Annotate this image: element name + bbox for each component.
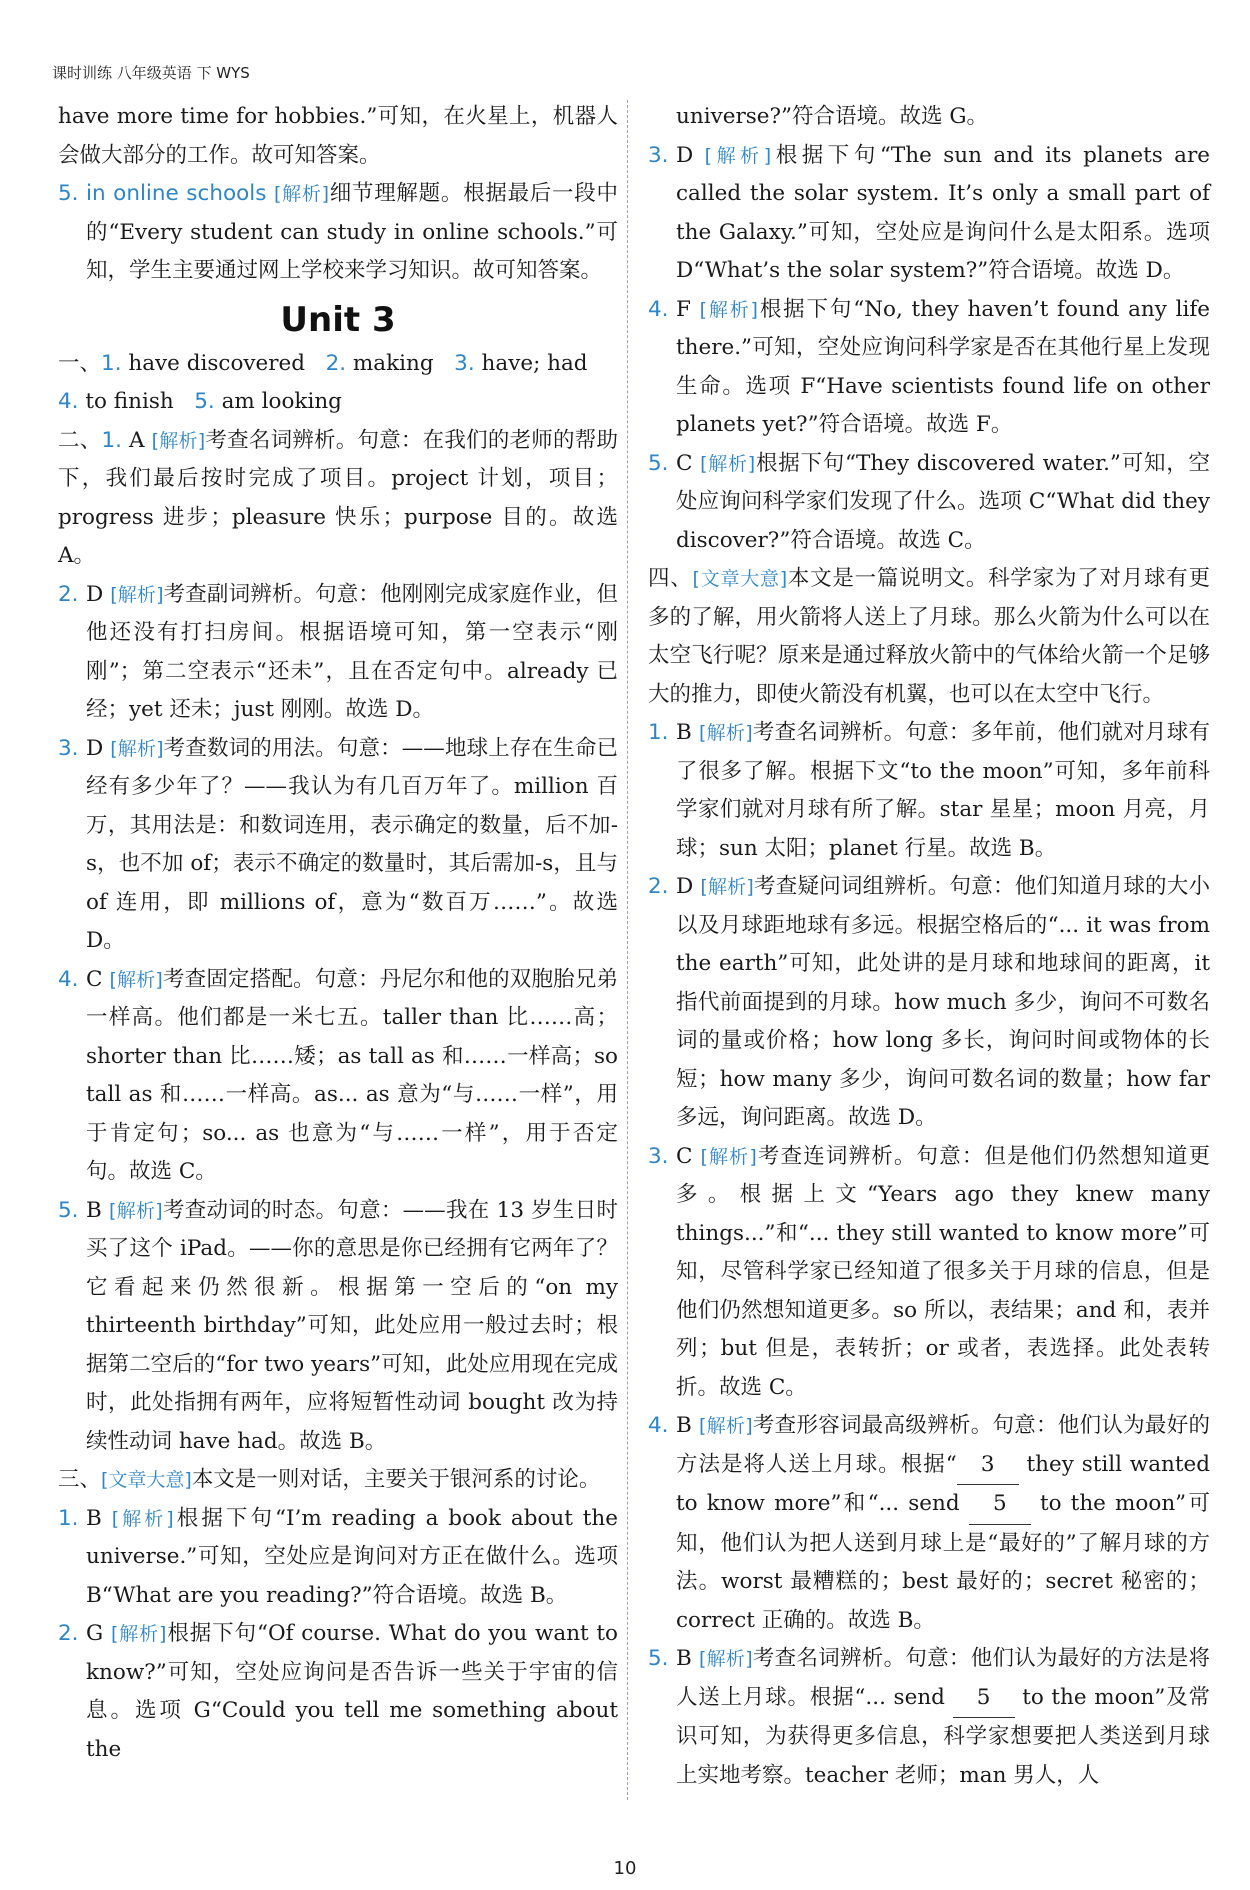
item-explanation: 根据下句“Of course. What do you want to know?”可知，空处应询问是否告诉一些关于宇宙的信息。选项 G“Could you tell me something about the (86, 1621, 619, 1762)
summary-text: 本文是一篇说明文。科学家为了对月球有更多的了解，用火箭将人送上了月球。那么火箭为什么可以在太空飞行呢？原来是通过释放火箭中的气体给火箭一个足够大的推力，即使火箭没有机翼，也可以在太空中飞行。 (648, 566, 1210, 707)
analysis-tag: [解析] (110, 583, 164, 606)
analysis-tag: [解析] (700, 1145, 757, 1168)
answer-item (648, 445, 1210, 561)
item-explanation: 考查副词辨析。句意：他刚刚完成家庭作业，但他还没有打扫房间。根据语境可知，第一空表示“刚刚”；第二空表示“还未”，且在否定句中。already 已经；yet 还未；just 刚刚。故选 D。 (86, 581, 618, 722)
answer-item (648, 137, 1210, 291)
item-explanation: 考查连词辨析。句意：但是他们仍然想知道更多。根据上文“Years ago they knew many things...”和“... they still wanted to know more”可知，尽管科学家已经知道了很多关于月球的信息，但是他们仍然想知道更多。so 所以，表结果；and 和，表并列；but 但是，表转折；or 或者，表选择。此处表转折。故选 C。 (676, 1143, 1210, 1400)
analysis-tag: [解析] (110, 737, 164, 760)
item-answer: B (676, 1646, 692, 1671)
item-answer: in online schools (86, 181, 267, 206)
item-explanation: 考查固定搭配。句意：丹尼尔和他的双胞胎兄弟一样高。他们都是一米七五。taller than 比……高；shorter than 比……矮；as tall as 和……一样高；so tall as 和……一样高。as... as 意为“与……一样”，用于肯定句；so... as 也意为“与……一样”，用于否定句。故选 C。 (86, 966, 618, 1184)
item-answer: to finish (85, 389, 174, 414)
analysis-tag: [解析] (698, 1415, 753, 1437)
item-number: 2. (58, 581, 79, 607)
answer-item (648, 1138, 1210, 1408)
analysis-tag: [解析] (699, 298, 758, 321)
continued-text (648, 98, 1210, 137)
item-answer: D (676, 142, 694, 168)
item-number: 3. (58, 735, 79, 761)
item-answer: A (129, 427, 145, 453)
item-explanation: 考查名词辨析。句意：在我们的老师的帮助下，我们最后按时完成了项目。project 计划，项目；progress 进步；pleasure 快乐；purpose 目的。故选 A。 (58, 427, 618, 568)
section-1-row-2 (58, 383, 618, 422)
answer-item (58, 1615, 618, 1769)
item-number: 2. (325, 350, 347, 376)
analysis-tag: [解析] (698, 722, 753, 744)
item-answer: have; had (481, 350, 588, 376)
item-explanation: 考查名词辨析。句意：多年前，他们就对月球有了很多了解。根据下文“to the moon”可知，多年前科学家们就对月球有所了解。star 星星；moon 月亮，月球；sun 太阳；planet 行星。故选 B。 (676, 720, 1210, 861)
item-explanation: 根据下句“They discovered water.”可知，空处应询问科学家们发现了什么。选项 C“What did they discover?”符合语境。故选 C。 (676, 450, 1210, 553)
blank-reference: 3 (957, 1446, 1019, 1486)
item-number: 5. (58, 181, 79, 206)
item-number: 5. (648, 450, 669, 476)
analysis-tag: [解析] (698, 1648, 753, 1670)
section-3-intro (58, 1461, 618, 1500)
analysis-tag: [解析] (109, 968, 163, 991)
answer-item (58, 576, 618, 730)
answer-item (58, 1192, 618, 1462)
summary-tag: [文章大意] (101, 1469, 192, 1491)
item-explanation: 考查形容词最高级辨析。句意：他们认为最好的方法是将人送上月球。根据“ (676, 1413, 1210, 1477)
page-number: 10 (613, 1858, 637, 1879)
analysis-tag: [解析] (108, 1199, 163, 1222)
item-answer: D (676, 874, 694, 899)
item-answer: C (86, 966, 103, 992)
answer-item (58, 961, 618, 1192)
item-number: 4. (58, 389, 79, 414)
section-4-intro (648, 560, 1210, 714)
item-number: 1. (648, 720, 669, 745)
blank-reference: 5 (953, 1679, 1015, 1719)
item-answer: D (86, 735, 104, 761)
item-number: 5. (58, 1197, 79, 1223)
item-answer: have discovered (128, 350, 306, 376)
item-number: 4. (58, 966, 79, 992)
analysis-tag: [解析] (704, 144, 772, 167)
item-number: 3. (648, 1143, 669, 1169)
answer-item (648, 714, 1210, 868)
item-answer: C (676, 450, 693, 476)
answer-item (58, 175, 618, 291)
item-explanation: to the moon”及常识可知，为获得更多信息，科学家想要把人类送到月球上实地考察。teacher 老师；man 男人，人 (676, 1684, 1210, 1788)
item-number: 4. (648, 296, 669, 322)
item-explanation: 考查疑问词组辨析。句意：他们知道月球的大小以及月球距地球有多远。根据空格后的“... it was from the earth”可知，此处讲的是月球和地球间的距离，it 指代前面提到的月球。how much 多少，询问不可数名词的量或价格；how long 多长，询问时间或物体的长短；how many 多少，询问可数名词的数量；how far 多远，询问距离。故选 D。 (676, 874, 1210, 1130)
summary-tag: [文章大意] (692, 568, 788, 590)
section-label: 四、 (648, 566, 693, 591)
section-label: 三、 (58, 1467, 102, 1492)
intro-text: have more time for hobbies.”可知，在火星上，机器人会做大部分的工作。故可知答案。 (58, 104, 618, 168)
answer-item (648, 291, 1210, 445)
item-explanation: they still wanted to know more”和“... send (676, 1451, 1211, 1516)
item-explanation: 考查动词的时态。句意：——我在 13 岁生日时买了这个 iPad。——你的意思是你已经拥有它两年了？它看起来仍然很新。根据第一空后的“on my thirteenth birthday”可知，此处应用一般过去时；根据第二空后的“for two years”可知，此处应用现在完成时，此处指拥有两年，应将短暂性动词 bought 改为持续性动词 have had。故选 B。 (86, 1197, 619, 1454)
item-answer: B (676, 1413, 692, 1438)
blank-reference: 5 (969, 1485, 1031, 1525)
left-column (58, 98, 618, 1769)
item-number: 5. (194, 389, 215, 414)
item-answer: making (352, 350, 434, 376)
analysis-tag: [解析] (110, 1623, 167, 1645)
answer-item (58, 730, 618, 961)
item-explanation: 根据下句“The sun and its planets are called the solar system. It’s only a small part of the Galaxy.”可知，空处应是询问什么是太阳系。选项 D“What’s the solar system?”符合语境。故选 D。 (676, 142, 1210, 283)
answer-item (58, 1500, 618, 1616)
item-answer: B (676, 720, 692, 745)
right-column (648, 98, 1210, 1795)
analysis-tag: [解析] (111, 1507, 174, 1530)
item-explanation: 考查名词辨析。句意：他们认为最好的方法是将人送上月球。根据“... send (676, 1646, 1210, 1710)
item-answer: B (86, 1505, 102, 1531)
section-label: 一、 (58, 350, 102, 376)
analysis-tag: [解析] (151, 429, 206, 452)
item-answer: F (676, 296, 691, 322)
item-number: 2. (648, 874, 669, 899)
item-explanation: 细节理解题。根据最后一段中的“Every student can study in online schools.”可知，学生主要通过网上学校来学习知识。故可知答案。 (86, 181, 618, 283)
analysis-tag: [解析] (700, 452, 756, 475)
item-number: 5. (648, 1646, 669, 1671)
item-number: 1. (58, 1505, 79, 1531)
item-explanation: to the moon”可知，他们认为把人送到月球上是“最好的”了解月球的方法。worst 最糟糕的；best 最好的；secret 秘密的；correct 正确的。故选 B。 (676, 1491, 1210, 1633)
item-explanation: universe?”符合语境。故选 G。 (676, 104, 989, 129)
item-answer: C (676, 1143, 693, 1169)
column-divider (627, 100, 628, 1800)
item-number: 4. (648, 1413, 669, 1438)
item-answer: am looking (221, 389, 342, 414)
item-number: 1. (101, 427, 122, 453)
item-explanation: 考查数词的用法。句意：——地球上存在生命已经有多少年了？——我认为有几百万年了。million 百万，其用法是：和数词连用，表示确定的数量，后不加-s，也不加 of；表示不确定的数量时，其后需加-s，且与 of 连用，即 millions of，意为“数百万……”。故选 D。 (86, 735, 618, 953)
answer-item (648, 1407, 1210, 1640)
item-number: 3. (648, 142, 669, 168)
section-label: 二、 (58, 427, 102, 453)
answer-item (648, 1640, 1210, 1795)
analysis-tag: [解析] (700, 876, 754, 898)
item-answer: D (86, 581, 104, 607)
answer-item (648, 868, 1210, 1138)
section-2-label-line (58, 422, 618, 576)
summary-text: 本文是一则对话，主要关于银河系的讨论。 (191, 1467, 601, 1492)
item-number: 2. (58, 1621, 79, 1646)
item-explanation: 根据下句“I’m reading a book about the universe.”可知，空处应是询问对方正在做什么。选项 B“What are you reading?”符合语境。故选 B。 (86, 1505, 619, 1608)
item-answer: G (86, 1621, 104, 1646)
item-explanation: 根据下句“No, they haven’t found any life there.”可知，空处应询问科学家是否在其他行星上发现生命。选项 F“Have scientists found life on other planets yet?”符合语境。故选 F。 (676, 296, 1211, 437)
section-1-row-1 (58, 345, 618, 384)
item-number: 1. (101, 350, 122, 376)
item-number: 3. (454, 350, 475, 376)
analysis-tag: [解析] (274, 183, 330, 205)
page-header: 课时训练 八年级英语 下 WYS (52, 64, 250, 82)
item-answer: B (86, 1197, 102, 1223)
unit-title: Unit 3 (280, 299, 396, 340)
